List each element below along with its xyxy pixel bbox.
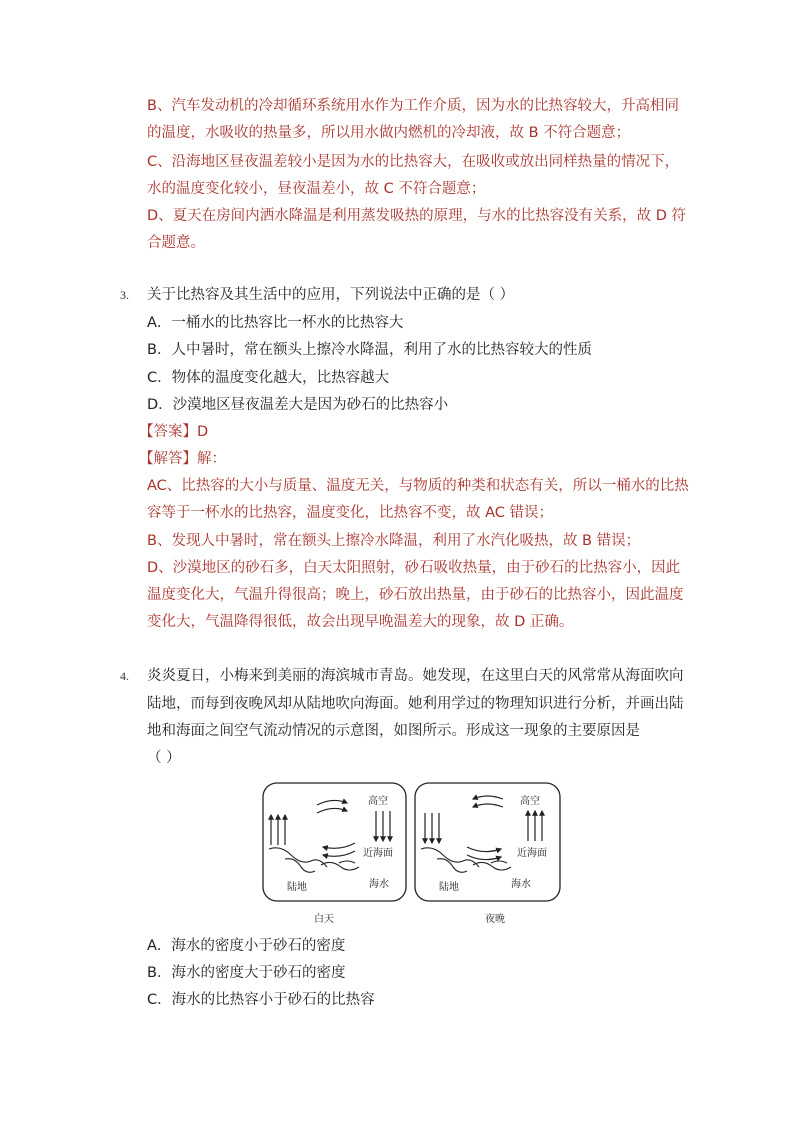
- q3-analysis-line-2: 容等于一杯水的比热容，温度变化，比热容不变，故 AC 错误；: [147, 505, 554, 521]
- night-rising-arrows: [528, 811, 542, 841]
- q3-analysis-line-1: AC、比热容的大小与质量、温度无关，与物质的种类和状态有关，所以一桶水的比热: [147, 478, 689, 494]
- q3-number: 3.: [120, 288, 129, 302]
- q3-option-d: D．沙漠地区昼夜温差大是因为砂石的比热容小: [147, 397, 449, 413]
- q2-analysis-line-1: B、汽车发动机的冷却循环系统用水作为工作介质，因为水的比热容较大，升高相同: [147, 98, 679, 114]
- q2-analysis-line-3: C、沿海地区昼夜温差较小是因为水的比热容大，在吸收或放出同样热量的情况下，: [147, 154, 680, 170]
- day-label-high: 高空: [368, 796, 388, 807]
- q3-option-c: C．物体的温度变化越大，比热容越大: [147, 370, 390, 386]
- sea-breeze-figure: [255, 775, 570, 930]
- q4-option-a: A．海水的密度小于砂石的密度: [147, 938, 346, 954]
- q2-analysis-line-6: 合题意。: [147, 235, 205, 251]
- night-panel: [415, 783, 560, 925]
- q4-option-c: C．海水的比热容小于砂石的比热容: [147, 992, 375, 1008]
- night-label-sea: 海水: [511, 879, 531, 890]
- q3-answer-value: D: [197, 424, 209, 440]
- q2-analysis-line-4: 水的温度变化较小，昼夜温差小，故 C 不符合题意；: [147, 181, 486, 197]
- night-lower-flow: [467, 847, 501, 860]
- q3-option-a: A．一桶水的比热容比一杯水的比热容大: [147, 315, 404, 331]
- q3-stem: 关于比热容及其生活中的应用，下列说法中正确的是（ ）: [147, 287, 515, 303]
- q4-number: 4.: [120, 669, 129, 683]
- day-upper-flow: [317, 800, 347, 813]
- day-lower-flow: [323, 843, 355, 856]
- q2-analysis-line-5: D、夏天在房间内洒水降温是利用蒸发吸热的原理，与水的比热容没有关系，故 D 符: [147, 208, 687, 224]
- day-rising-arrows: [271, 815, 285, 845]
- day-panel: [263, 783, 406, 925]
- day-label-sea: 海水: [369, 879, 389, 890]
- q3-analysis-line-6: 变化大，气温降得很低，故会出现早晚温差大的现象，故 D 正确。: [147, 614, 574, 630]
- day-sinking-arrows: [376, 811, 390, 841]
- q3-answer-tag: 【答案】: [139, 424, 197, 440]
- night-caption: 夜晚: [485, 914, 505, 925]
- day-caption: 白天: [314, 914, 334, 925]
- night-sinking-arrows: [425, 813, 439, 843]
- q4-stem-line-3: 地和海面之间空气流动情况的示意图，如图所示。形成这一现象的主要原因是: [147, 723, 640, 739]
- night-coastline: [421, 848, 511, 872]
- night-upper-flow: [473, 796, 503, 807]
- q3-solution-tag: 【解答】: [139, 451, 197, 467]
- q3-analysis-line-4: D、沙漠地区的砂石多，白天太阳照射，砂石吸收热量，由于砂石的比热容小，因此: [147, 560, 681, 576]
- q4-stem-line-4: （ ）: [147, 750, 181, 766]
- q2-analysis-line-2: 的温度，水吸收的热量多，所以用水做内燃机的冷却液，故 B 不符合题意；: [147, 125, 631, 141]
- night-label-near: 近海面: [517, 848, 547, 859]
- q3-solution-heading: [139, 449, 226, 469]
- day-label-near: 近海面: [363, 848, 393, 859]
- night-label-land: 陆地: [439, 882, 459, 893]
- q3-option-b: B．人中暑时，常在额头上擦冷水降温，利用了水的比热容较大的性质: [147, 342, 592, 358]
- night-label-high: 高空: [520, 796, 540, 807]
- q3-analysis-line-5: 温度变化大，气温升得很高；晚上，砂石放出热量，由于砂石的比热容小，因此温度: [147, 587, 684, 603]
- day-label-land: 陆地: [287, 882, 307, 893]
- q4-stem-line-2: 陆地，而每到夜晚风却从陆地吹向海面。她利用学过的物理知识进行分析，并画出陆: [147, 696, 684, 712]
- day-coastline: [269, 848, 359, 872]
- q4-option-b: B．海水的密度大于砂石的密度: [147, 965, 346, 981]
- q4-stem-line-1: 炎炎夏日，小梅来到美丽的海滨城市青岛。她发现，在这里白天的风常常从海面吹向: [147, 668, 684, 684]
- q3-analysis-line-3: B、发现人中暑时，常在额头上擦冷水降温，利用了水汽化吸热，故 B 错误；: [147, 533, 641, 549]
- q3-answer: [139, 422, 208, 442]
- q3-solution-suffix: 解：: [197, 451, 226, 467]
